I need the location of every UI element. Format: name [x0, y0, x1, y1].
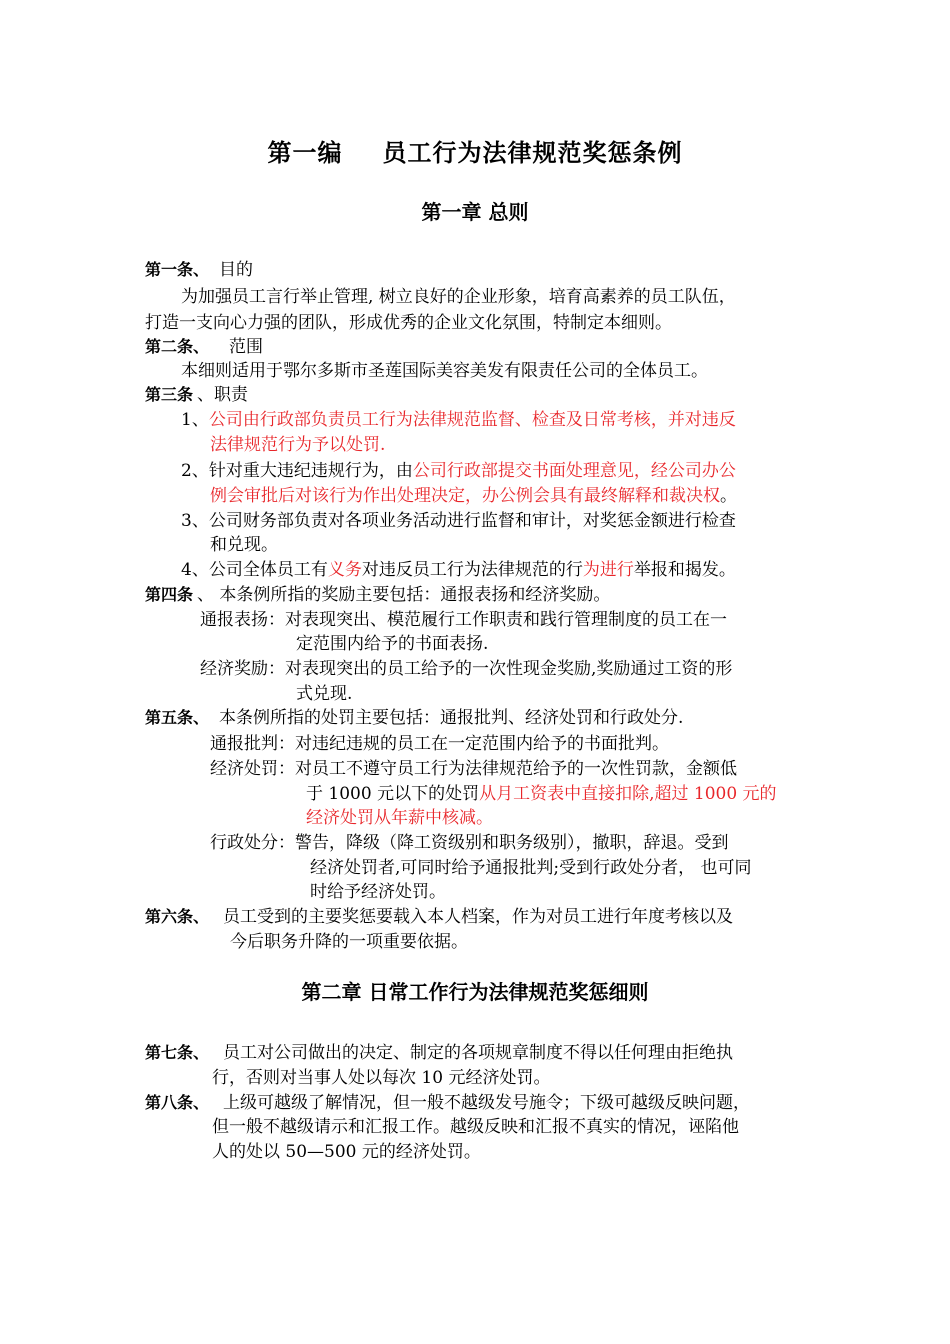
document-title	[0, 133, 950, 168]
penalty-2-line-3: 经济处罚从年薪中核减。	[306, 808, 493, 828]
penalty-3-line-2: 经济处罚者,可同时给予通报批判;受到行政处分者， 也可同	[310, 858, 752, 878]
article-6-line-2: 今后职务升降的一项重要依据。	[230, 932, 468, 952]
penalty-3-line-1: 行政处分：警告，降级（降工资级别和职务级别），撤职，辞退。受到	[210, 833, 729, 853]
article-2-header	[145, 335, 263, 359]
reward-2-line-1: 经济奖励：对表现突出的员工给予的一次性现金奖励,奖励通过工资的形	[200, 659, 733, 679]
penalty-3-line-3: 时给予经济处罚。	[310, 882, 446, 902]
article-3-item-1-line-2: 法律规范行为予以处罚.	[210, 435, 386, 455]
article-1-label: 第一条、	[145, 260, 210, 279]
reward-2-line-2: 式兑现.	[296, 684, 353, 704]
article-3-item-3-line-2: 和兑现。	[210, 535, 278, 555]
article-3-item-4: 4、公司全体员工有义务对违反员工行为法律规范的行为进行举报和揭发。	[181, 560, 736, 580]
article-7-line-1: 第七条、 员工对公司做出的决定、制定的各项规章制度不得以任何理由拒绝执	[145, 1043, 734, 1063]
article-3-item-3-line-1: 3、公司财务部负责对各项业务活动进行监督和审计，对奖惩金额进行检查	[181, 511, 736, 531]
article-8-line-3: 人的处以 50—500 元的经济处罚。	[212, 1142, 481, 1162]
chapter-1-heading: 第一章 总则	[421, 200, 529, 224]
title-name: 员工行为法律规范奖惩条例	[382, 139, 683, 167]
article-8-label: 第八条、	[145, 1093, 210, 1112]
article-8-line-2: 但一般不越级请示和汇报工作。越级反映和汇报不真实的情况，诬陷他	[212, 1117, 739, 1137]
penalty-1-line-1: 通报批判：对违纪违规的员工在一定范围内给予的书面批判。	[210, 734, 669, 754]
title-part: 第一编	[267, 139, 343, 167]
article-1-heading: 目的	[219, 260, 254, 280]
article-6-label: 第六条、	[145, 907, 210, 926]
penalty-2-line-2: 于 1000 元以下的处罚从月工资表中直接扣除,超过 1000 元的	[306, 784, 777, 804]
article-6-line-1: 第六条、 员工受到的主要奖惩要载入本人档案，作为对员工进行年度考核以及	[145, 907, 734, 927]
article-4-header: 第四条 、 本条例所指的奖励主要包括：通报表扬和经济奖励。	[145, 585, 611, 605]
article-3-header	[145, 383, 248, 407]
article-1-line-1: 为加强员工言行举止管理, 树立良好的企业形象，培育高素养的员工队伍，	[181, 287, 736, 307]
article-2-line-1: 本细则适用于鄂尔多斯市圣莲国际美容美发有限责任公司的全体员工。	[181, 361, 708, 381]
article-8-line-1: 第八条、 上级可越级了解情况，但一般不越级发号施令；下级可越级反映问题，	[145, 1093, 751, 1113]
reward-1-line-2: 定范围内给予的书面表扬.	[296, 634, 489, 654]
article-7-line-2: 行，否则对当事人处以每次 10 元经济处罚。	[212, 1068, 551, 1088]
article-2-label: 第二条、	[145, 337, 210, 356]
article-1-header	[145, 258, 253, 282]
article-4-label: 第四条	[145, 585, 194, 604]
article-3-heading: 、职责	[197, 385, 249, 405]
article-5-header: 第五条、 本条例所指的处罚主要包括：通报批判、经济处罚和行政处分.	[145, 708, 684, 728]
article-2-heading: 范围	[229, 337, 264, 357]
reward-1-line-1: 通报表扬：对表现突出、模范履行工作职责和践行管理制度的员工在一	[200, 610, 727, 630]
article-7-label: 第七条、	[145, 1043, 210, 1062]
article-5-label: 第五条、	[145, 708, 210, 727]
article-3-label: 第三条	[145, 385, 194, 404]
article-3-item-2-line-1: 2、针对重大违纪违规行为，由公司行政部提交书面处理意见，经公司办公	[181, 461, 736, 481]
penalty-2-line-1: 经济处罚：对员工不遵守员工行为法律规范给予的一次性罚款，金额低	[210, 759, 737, 779]
article-3-item-1-line-1: 1、公司由行政部负责员工行为法律规范监督、检查及日常考核，并对违反	[181, 410, 736, 430]
article-1-line-2: 打造一支向心力强的团队，形成优秀的企业文化氛围，特制定本细则。	[145, 313, 672, 333]
article-3-item-2-line-2: 例会审批后对该行为作出处理决定，办公例会具有最终解释和裁决权。	[210, 486, 737, 506]
chapter-2-heading: 第二章 日常工作行为法律规范奖惩细则	[301, 980, 649, 1004]
